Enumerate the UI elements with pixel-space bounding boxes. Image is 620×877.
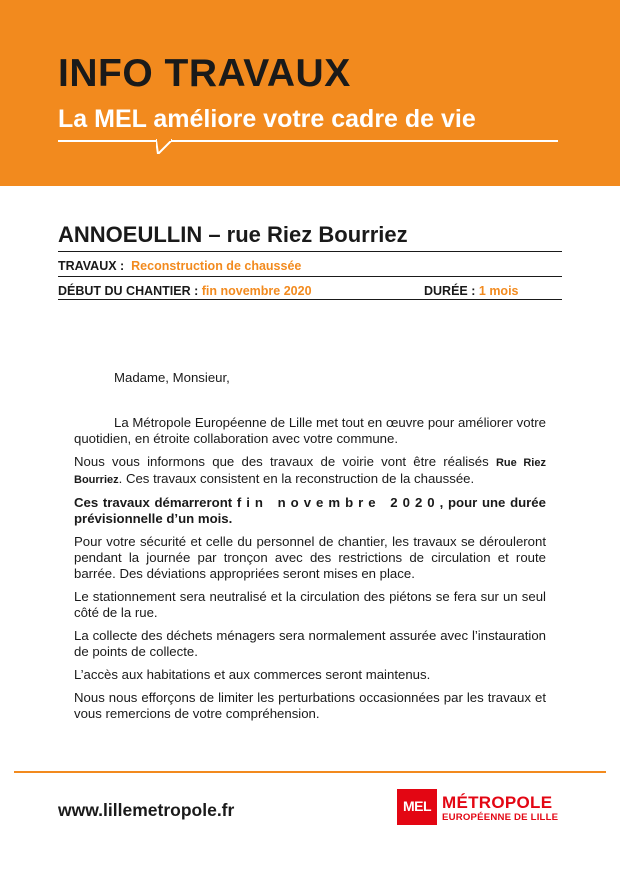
page-subtitle: La MEL améliore votre cadre de vie bbox=[58, 105, 476, 133]
letter-paragraph-5: Le stationnement sera neutralisé et la circulation des piétons se fera sur un seul côté de la rue. bbox=[74, 589, 546, 620]
letter-body bbox=[74, 415, 546, 729]
travaux-value: Reconstruction de chaussée bbox=[131, 259, 302, 273]
p2-street: Rue Riez Bourriez bbox=[74, 457, 546, 486]
p3-text: Ces travaux démarreront bbox=[74, 495, 237, 510]
project-location: ANNOEULLIN – rue Riez Bourriez bbox=[58, 222, 408, 247]
p3-date: fin novembre 2020 bbox=[236, 495, 440, 510]
speech-bubble-tail-icon bbox=[156, 138, 172, 154]
travaux-label: TRAVAUX : bbox=[58, 259, 125, 273]
divider bbox=[58, 251, 562, 252]
debut-row bbox=[58, 284, 312, 298]
website-link[interactable]: www.lillemetropole.fr bbox=[58, 800, 235, 820]
travaux-row bbox=[58, 259, 301, 273]
logo-subtitle: EUROPÉENNE DE LILLE bbox=[442, 812, 559, 823]
divider bbox=[58, 276, 562, 277]
footer-divider bbox=[14, 771, 606, 773]
letter-paragraph-1: La Métropole Européenne de Lille met tout en œuvre pour améliorer votre quotidien, en étroite collaboration avec votre commune. bbox=[74, 415, 546, 446]
letter-paragraph-4: Pour votre sécurité et celle du personnel de chantier, les travaux se dérouleront pendant la journée par tronçon avec des restrictions de circulation et route barrée. Des déviations appropriées seront mises en place. bbox=[74, 534, 546, 581]
p2-text: Nous vous informons que des travaux de voirie vont être réalisés bbox=[74, 454, 496, 469]
divider bbox=[58, 299, 562, 300]
speech-bubble-underline bbox=[58, 140, 558, 142]
page-title: INFO TRAVAUX bbox=[58, 52, 351, 95]
debut-label: DÉBUT DU CHANTIER : bbox=[58, 284, 199, 298]
letter-paragraph-3 bbox=[74, 495, 546, 527]
mel-logo-icon bbox=[397, 789, 437, 825]
duree-value: 1 mois bbox=[478, 284, 519, 298]
p2-text-end: . Ces travaux consistent en la reconstruction de la chaussée. bbox=[118, 471, 475, 486]
debut-value: fin novembre 2020 bbox=[201, 284, 312, 298]
letter-paragraph-7: L’accès aux habitations et aux commerces seront maintenus. bbox=[74, 667, 431, 682]
duree-row bbox=[424, 284, 519, 298]
letter-paragraph-8: Nous nous efforçons de limiter les perturbations occasionnées par les travaux et vous remercions de votre compréhension. bbox=[74, 690, 546, 721]
p3-text-end: , pour une durée prévisionnelle d’un mois. bbox=[74, 495, 546, 526]
letter-paragraph-6: La collecte des déchets ménagers sera normalement assurée avec l’instauration de points de collecte. bbox=[74, 628, 546, 659]
letter-paragraph-2 bbox=[74, 454, 546, 488]
letter-salutation: Madame, Monsieur, bbox=[114, 370, 230, 385]
duree-label: DURÉE : bbox=[424, 284, 476, 298]
header-banner bbox=[0, 0, 620, 186]
logo-name: MÉTROPOLE bbox=[442, 793, 553, 812]
logo-mark: MEL bbox=[402, 798, 432, 814]
